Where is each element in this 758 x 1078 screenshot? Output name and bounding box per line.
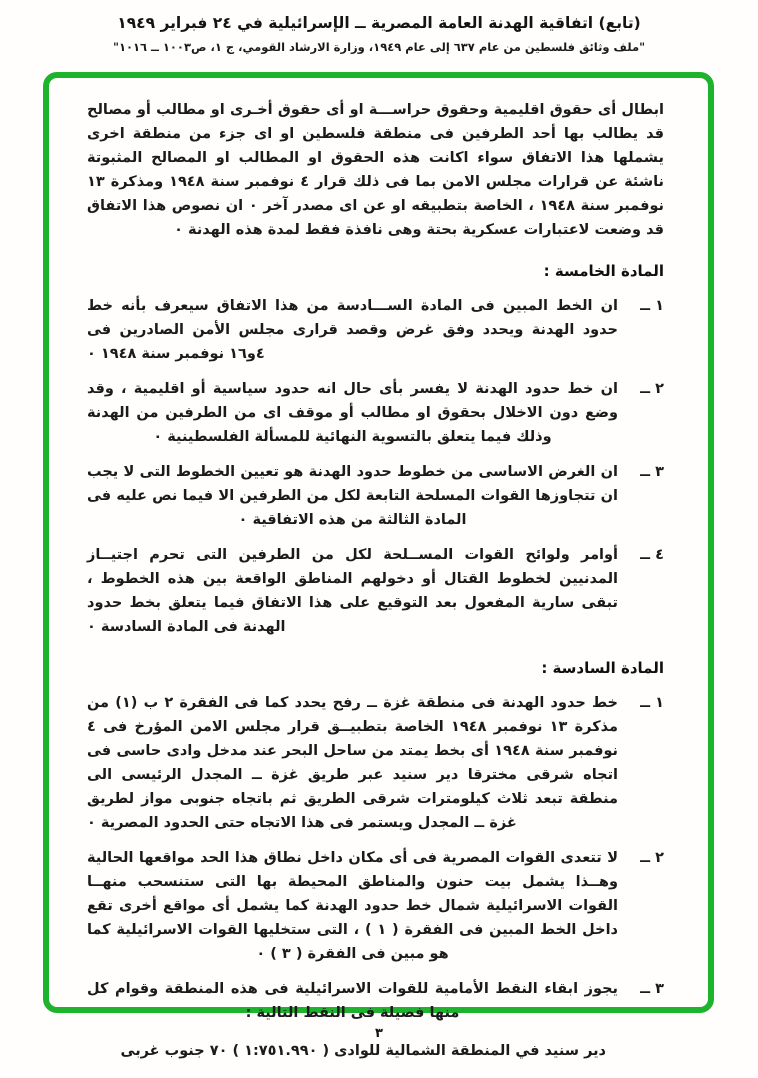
page-header <box>0 14 758 54</box>
item-number: ٣ ــ <box>640 981 664 997</box>
intro-paragraph: ابطال أى حقوق اقليمية وحقوق حراســـة او أى حقوق أخـرى او مطالب أو مصالح قد يطالب بها أحد الطرفين فى منطقة فلسطين او اى جزء من منطقة اخرى يشملها هذا الاتفاق سواء اكانت هذه الحقوق او المطالب او المصالح المثبوتة ناشئة عن قرارات مجلس الامن بما فى ذلك قرار ٤ نوفمبر سنة ١٩٤٨ ومذكرة ١٣ نوفمبر سنة ١٩٤٨ ، الخاصة بتطبيقه او عن اى مصدر آخر ٠ ان نصوص هذا الاتفاق قد وضعت لاعتبارات عسكرية بحتة وهى نافذة فقط لمدة هذه الهدنة ٠ <box>87 102 664 238</box>
list-item <box>87 977 664 1025</box>
outpost-location-line: دير سنيد في المنطقة الشمالية للوادى ( ١:٧٥١.٩٩٠ ) ٧٠ جنوب غربى <box>120 1043 606 1059</box>
item-number: ١ ــ <box>640 298 664 314</box>
list-item <box>87 846 664 966</box>
list-item <box>87 691 664 835</box>
document-title: (تابع) اتفاقية الهدنة العامة المصرية ــ الإسرائيلية في ٢٤ فبراير ١٩٤٩ <box>117 14 641 32</box>
item-number: ٢ ــ <box>640 381 664 397</box>
item-text: ان الخط المبين فى المادة الســـادسة من هذا الاتفاق سيعرف بأنه خط حدود الهدنة ويحدد وفق غرض وقصد قرارى مجلس الأمن الصادرين فى ٤و١٦ نوفمبر سنة ١٩٤٨ ٠ <box>87 298 618 362</box>
article-5-section <box>87 259 664 639</box>
item-number: ٢ ــ <box>640 850 664 866</box>
item-number: ١ ــ <box>640 695 664 711</box>
list-item <box>87 294 664 366</box>
page-number: ٣ <box>375 1026 383 1041</box>
document-source-citation: "ملف وثائق فلسطين من عام ٦٣٧ إلى عام ١٩٤٩، وزارة الارشاد القومي، ج ١، ص١٠٠٣ ــ ١٠١٦" <box>112 40 646 54</box>
item-text: ان خط حدود الهدنة لا يفسر بأى حال انه حدود سياسية أو اقليمية ، وقد وضع دون الاخلال بحقوق او مطالب أو موقف اى من الطرفين من الهدنة وذلك فيما يتعلق بالتسوية النهائية للمسألة الفلسطينية ٠ <box>87 381 618 445</box>
item-number: ٣ ــ <box>640 464 664 480</box>
document-body <box>87 98 664 1063</box>
item-text: يجوز ابقاء النقط الأمامية للقوات الاسرائيلية فى هذه المنطقة وقوام كل منها فصيلة فى النقط التالية : <box>87 981 618 1021</box>
item-text: أوامر ولوائح القوات المســلحة لكل من الطرفين التى تحرم اجتيــاز المدنيين لخطوط القتال أو دخولهم المناطق الواقعة بين هذه الخطوط ، تبقى سارية المفعول بعد التوقيع على هذا الاتفاق فيما يتعلق بخط حدود الهدنة فى المادة السادسة ٠ <box>87 547 618 635</box>
item-number: ٤ ــ <box>640 547 664 563</box>
item-text: ان الغرض الاساسى من خطوط حدود الهدنة هو تعيين الخطوط التى لا يجب ان تتجاوزها القوات المسلحة التابعة لكل من الطرفين الا فيما نص عليه فى المادة الثالثة من هذه الاتفاقية ٠ <box>87 464 618 528</box>
article-6-heading: المادة السادسة : <box>541 659 664 677</box>
item-text: خط حدود الهدنة فى منطقة غزة ــ رفح يحدد كما فى الفقرة ٢ ب (١) من مذكرة ١٣ نوفمبر ١٩٤٨ الخاصة بتطبيــق قرار مجلس الامن المؤرخ فى ٤ نوفمبر سنة ١٩٤٨ أى بخط يمتد من ساحل البحر عند مدخل وادى حاسى فى اتجاه شرقى مخترقا دير سنيد عبر طريق غزة ــ المجدل الرئيسى الى منطقة تبعد ثلاث كيلومترات شرقى الطريق ثم باتجاه جنوبى مواز لطريق غزة ــ المجدل ويستمر فى هذا الاتجاه حتى الحدود المصرية ٠ <box>87 695 619 831</box>
article-5-heading: المادة الخامسة : <box>543 262 664 280</box>
list-item <box>87 377 664 449</box>
article-6-section <box>87 656 664 1063</box>
list-item <box>87 543 664 639</box>
green-annotation-box <box>43 72 714 1059</box>
list-item <box>87 460 664 532</box>
item-text: لا تتعدى القوات المصرية فى أى مكان داخل نطاق هذا الحد مواقعها الحالية وهــذا يشمل بيت حنون والمناطق المحيطة بها التى ستنسحب منهــا القوات الاسرائيلية شمال خط حدود الهدنة كما يشمل أى مواقع أخرى تقع داخل الخط المبين فى الفقرة ( ١ ) ، التى ستخليها القوات الاسرائيلية كما هو مبين فى الفقرة ( ٣ ) ٠ <box>87 850 618 962</box>
